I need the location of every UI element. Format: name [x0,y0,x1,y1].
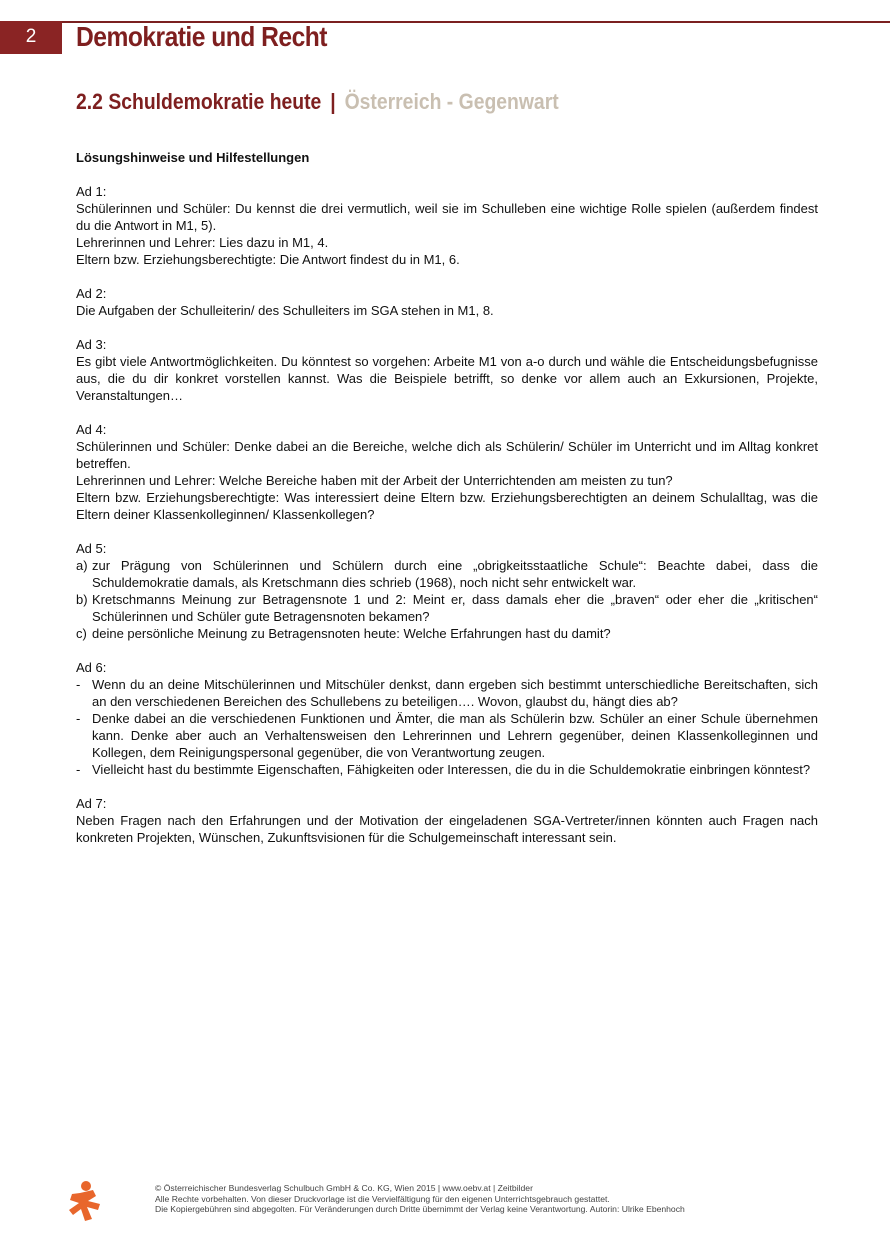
section-number: 2.2 [76,89,103,114]
list-item-text: zur Prägung von Schülerinnen und Schülern durch eine „obrigkeitsstaatliche Schule“: Beachte dabei, dass die Schuldemokratie damals, als Kretschmann dies schrieb (1968), noch nicht sehr entwickelt war. [92,558,818,590]
oebv-logo-icon [66,1181,106,1221]
list-item [76,761,818,778]
content-heading: Lösungshinweise und Hilfestellungen [76,150,310,165]
chapter-title: Demokratie und Recht [76,21,327,52]
footer-copyright [155,1183,685,1215]
footer-line: Die Kopiergebühren sind abgegolten. Für Veränderungen durch Dritte übernimmt der Verlag keine Verantwortung. Autorin: Ulrike Ebenhoch [155,1204,685,1214]
section-main-title: Schuldemokratie heute [108,89,322,114]
ad1-block [76,183,818,268]
worksheet-content [76,149,818,863]
ad5-title: Ad 5: [76,541,107,556]
ad2-block [76,285,818,319]
list-item [76,557,818,591]
oebv-logo-svg [66,1181,106,1221]
section-subtitle: Österreich - Gegenwart [344,89,559,114]
footer-line: Alle Rechte vorbehalten. Von dieser Druckvorlage ist die Vervielfältigung für den eigenen Unterrichtsgebrauch gestattet. [155,1193,610,1204]
list-item-text: Kretschmanns Meinung zur Betragensnote 1 und 2: Meint er, dass damals eher die „braven“ oder eher die „kritischen“ Schülerinnen und Schüler gute Betragensnoten bekamen? [92,592,818,624]
ad7-title: Ad 7: [76,796,107,811]
ad3-block [76,336,818,404]
list-item [76,676,818,710]
list-item [76,625,818,642]
footer-line: © Österreichischer Bundesverlag Schulbuch GmbH & Co. KG, Wien 2015 | www.oebv.at | Zeitbilder [155,1183,533,1193]
ad1-line: Eltern bzw. Erziehungsberechtigte: Die Antwort findest du in M1, 6. [76,252,460,267]
list-marker: - [76,677,81,692]
ad2-title: Ad 2: [76,286,107,301]
ad1-line: Lehrerinnen und Lehrer: Lies dazu in M1, 4. [76,235,329,250]
list-item-text: Denke dabei an die verschiedenen Funktionen und Ämter, die man als Schülerin bzw. Schüler an einer Schule übernehmen kann. Denke aber auch an Verhaltensweisen den Lehrerinnen und Lehrern gegenüber, deinen Klassenkolleginnen und Kollegen, dem Reinigungspersonal gegenüber, die von Verantwortung zeugen. [92,711,818,760]
list-marker: - [76,762,81,777]
section-title [76,87,559,117]
page-number: 2 [0,21,62,54]
list-item [76,591,818,625]
ad4-line: Schülerinnen und Schüler: Denke dabei an die Bereiche, welche dich als Schülerin/ Schüler im Unterricht und im Alltag konkret betreffen. [76,439,818,471]
ad7-line: Neben Fragen nach den Erfahrungen und der Motivation der eingeladenen SGA-Vertreter/innen könnten auch Fragen nach konkreten Projekten, Wünschen, Zukunftsvisionen für die Schulgemeinschaft interessant sein. [76,813,818,845]
ad4-line: Lehrerinnen und Lehrer: Welche Bereiche haben mit der Arbeit der Unterrichtenden am meisten zu tun? [76,473,673,488]
ad4-line: Eltern bzw. Erziehungsberechtigte: Was interessiert deine Eltern bzw. Erziehungsberechtigten an deinem Schulalltag, was die Eltern deiner Klassenkolleginnen/ Klassenkollegen? [76,490,818,522]
ad1-title: Ad 1: [76,184,107,199]
ad3-line: Es gibt viele Antwortmöglichkeiten. Du könntest so vorgehen: Arbeite M1 von a-o durch und wähle die Entscheidungsbefugnisse aus, die du dir konkret vorstellen kannst. Was die Beispiele betrifft, so denke vor allem auch an Exkursionen, Projekte, Veranstaltungen… [76,354,818,403]
list-item-text: Vielleicht hast du bestimmte Eigenschaften, Fähigkeiten oder Interessen, die du in die Schuldemokratie einbringen könntest? [92,762,811,777]
ad6-block [76,659,818,778]
list-marker: b) [76,592,88,607]
section-separator: | [330,89,336,114]
ad5-block [76,540,818,642]
ad1-line: Schülerinnen und Schüler: Du kennst die drei vermutlich, weil sie im Schulleben eine wichtige Rolle spielen (außerdem findest du die Antwort in M1, 5). [76,201,818,233]
list-marker: - [76,711,81,726]
ad6-title: Ad 6: [76,660,107,675]
list-item-text: Wenn du an deine Mitschülerinnen und Mitschüler denkst, dann ergeben sich bestimmt unterschiedliche Bereitschaften, sich an den verschiedenen Bereichen des Schullebens zu beteiligen…. Wovon, glaubst du, hängt dies ab? [92,677,818,709]
list-item-text: deine persönliche Meinung zu Betragensnoten heute: Welche Erfahrungen hast du damit? [92,626,611,641]
ad4-block [76,421,818,523]
list-item [76,710,818,761]
ad3-title: Ad 3: [76,337,107,352]
ad2-line: Die Aufgaben der Schulleiterin/ des Schulleiters im SGA stehen in M1, 8. [76,303,494,318]
ad7-block [76,795,818,846]
list-marker: c) [76,626,87,641]
ad4-title: Ad 4: [76,422,107,437]
list-marker: a) [76,558,88,573]
